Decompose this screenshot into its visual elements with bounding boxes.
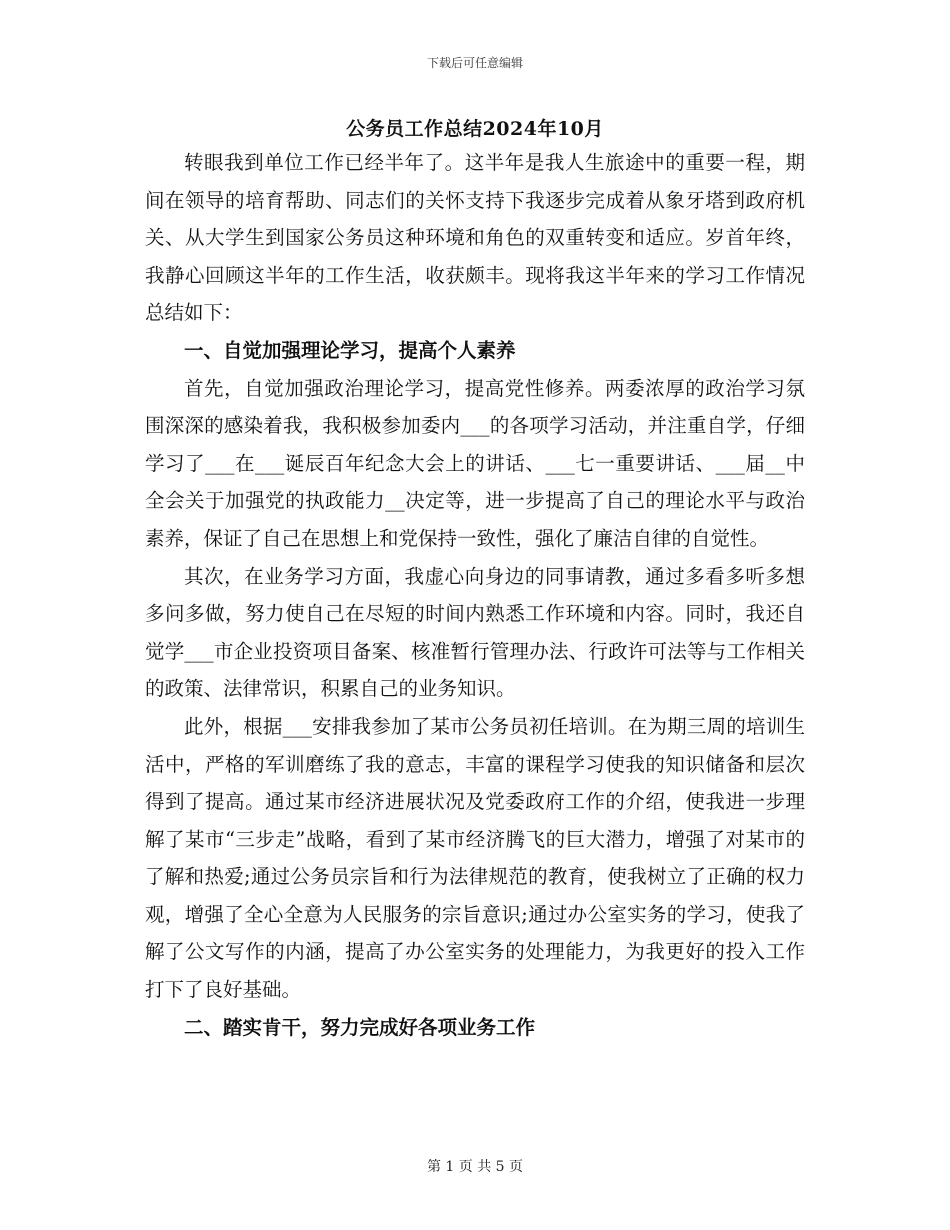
page-title: 公务员工作总结2024年10月 [346,118,604,140]
header-note: 下载后可任意编辑 [426,56,523,70]
intro-paragraph: 转眼我到单位工作已经半年了。这半年是我人生旅途中的重要一程，期间在领导的培育帮助、同志们的关怀支持下我逐步完成着从象牙塔到政府机关、从大学生到国家公务员这种环境和角色的双重转变和适应。岁首年终，我静心回顾这半年的工作生活，收获颇丰。现将我这半年来的学习工作情况总结如下： [145,151,805,325]
page-footer: 第 1 页 共 5 页 [426,1159,524,1175]
section-heading-1: 一、自觉加强理论学习，提高个人素养 [184,338,516,362]
paragraph-business-study: 其次，在业务学习方面，我虚心向身边的同事请教，通过多看多听多想多问多做，努力使自己在尽短的时间内熟悉工作环境和内容。同时，我还自觉学___市企业投资项目备案、核准暂行管理办法、行政许可法等与工作相关的政策、法律常识，积累自己的业务知识。 [145,564,805,701]
document-body [145,144,805,1046]
section-heading-2: 二、踏实肯干，努力完成好各项业务工作 [184,1015,536,1039]
paragraph-political-study: 首先，自觉加强政治理论学习，提高党性修养。两委浓厚的政治学习氛围深深的感染着我，我积极参加委内___的各项学习活动，并注重自学，仔细学习了___在___诞辰百年纪念大会上的讲话、___七一重要讲话、___届__中全会关于加强党的执政能力__决定等，进一步提高了自己的理论水平与政治素养，保证了自己在思想上和党保持一致性，强化了廉洁自律的自觉性。 [145,376,805,550]
paragraph-training: 此外，根据___安排我参加了某市公务员初任培训。在为期三周的培训生活中，严格的军训磨练了我的意志，丰富的课程学习使我的知识储备和层次得到了提高。通过某市经济进展状况及党委政府工作的介绍，使我进一步理解了某市“三步走”战略，看到了某市经济腾飞的巨大潜力，增强了对某市的了解和热爱;通过公务员宗旨和行为法律规范的教育，使我树立了正确的权力观，增强了全心全意为人民服务的宗旨意识;通过办公室实务的学习，使我了解了公文写作的内涵，提高了办公室实务的处理能力，为我更好的投入工作打下了良好基础。 [145,714,805,1002]
